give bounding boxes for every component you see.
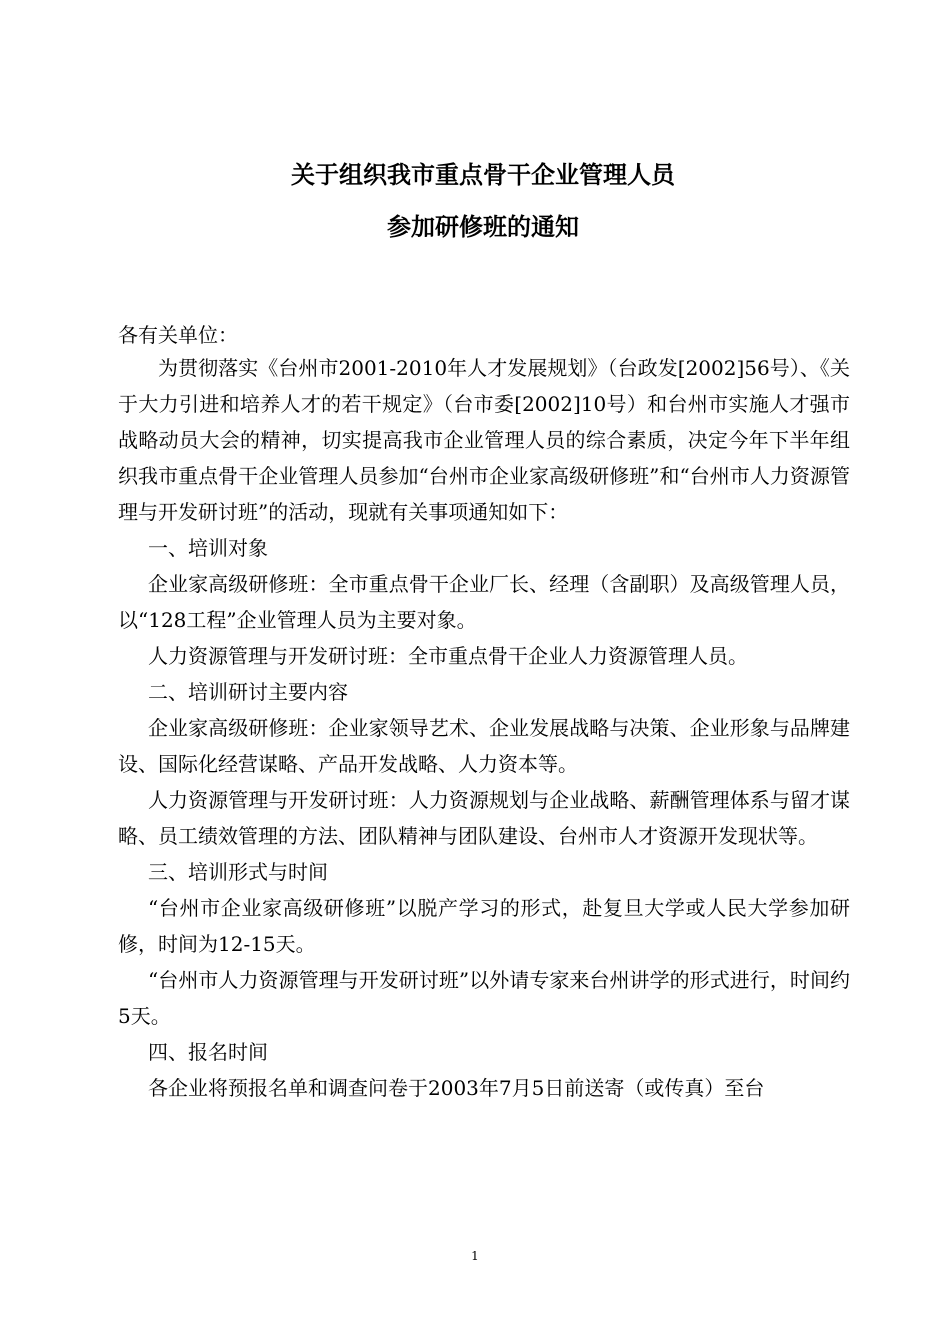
document-title-line-1: 关于组织我市重点骨干企业管理人员: [291, 161, 675, 189]
intro-paragraph: 为贯彻落实《台州市2001-2010年人才发展规划》（台政发[2002]56号）、《关于大力引进和培养人才的若干规定》（台市委[2002]10号）和台州市实施人才强市战略动员大会的精神，切实提高我市企业管理人员的综合素质，决定今年下半年组织我市重点骨干企业管理人员参加“台州市企业家高级研修班”和“台州市人力资源管理与开发研讨班”的活动，现就有关事项通知如下：: [118, 356, 850, 524]
paragraph-1b: 人力资源管理与开发研讨班：全市重点骨干企业人力资源管理人员。: [148, 644, 748, 668]
page-number: 1: [471, 1249, 479, 1263]
paragraph-2a: 企业家高级研修班：企业家领导艺术、企业发展战略与决策、企业形象与品牌建设、国际化经营谋略、产品开发战略、人力资本等。: [118, 716, 850, 776]
section-heading-2: 二、培训研讨主要内容: [148, 680, 348, 704]
salutation: 各有关单位：: [118, 323, 238, 347]
paragraph-4a: 各企业将预报名单和调查问卷于2003年7月5日前送寄（或传真）至台: [148, 1076, 765, 1100]
document-body: [118, 320, 850, 1106]
document-title-line-2: 参加研修班的通知: [387, 213, 579, 241]
section-heading-1: 一、培训对象: [148, 536, 268, 560]
paragraph-1a: 企业家高级研修班：全市重点骨干企业厂长、经理（含副职）及高级管理人员，以“128工程”企业管理人员为主要对象。: [118, 572, 850, 632]
section-heading-4: 四、报名时间: [148, 1040, 268, 1064]
section-heading-3: 三、培训形式与时间: [148, 860, 328, 884]
paragraph-3a: “台州市企业家高级研修班”以脱产学习的形式，赴复旦大学或人民大学参加研修，时间为12-15天。: [118, 896, 850, 956]
paragraph-3b: “台州市人力资源管理与开发研讨班”以外请专家来台州讲学的形式进行，时间约5天。: [118, 968, 850, 1028]
paragraph-2b: 人力资源管理与开发研讨班：人力资源规划与企业战略、薪酬管理体系与留才谋略、员工绩效管理的方法、团队精神与团队建设、台州市人才资源开发现状等。: [118, 788, 850, 848]
